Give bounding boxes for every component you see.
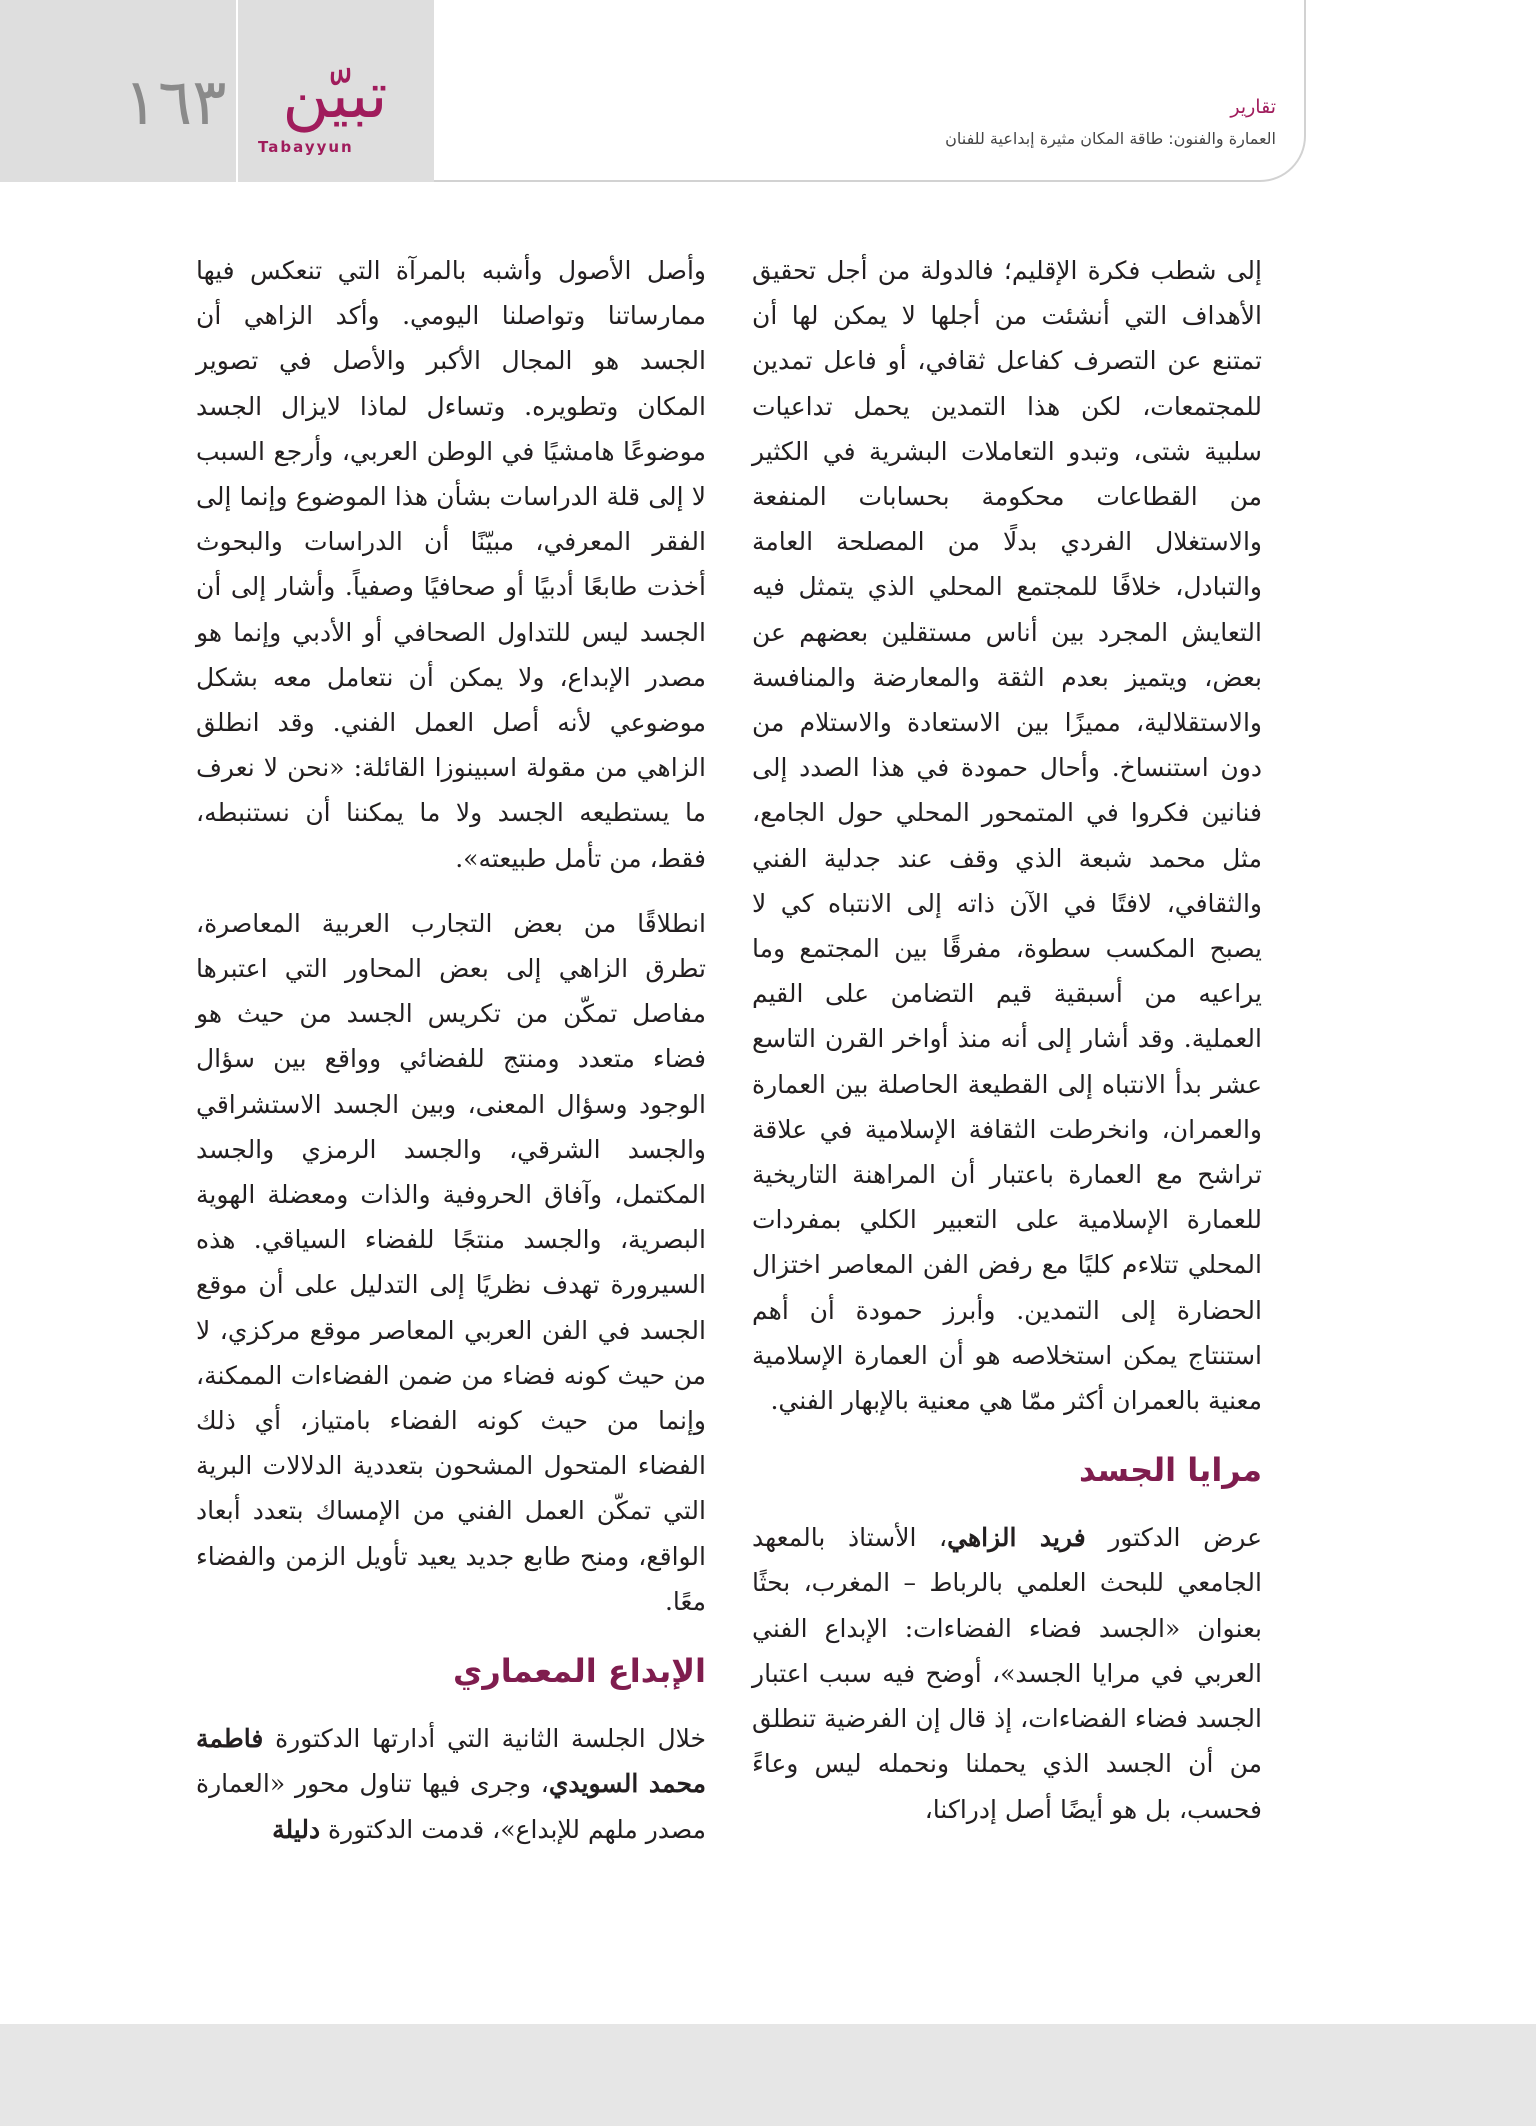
logo-script: تبيّن xyxy=(282,59,388,133)
paragraph: انطلاقًا من بعض التجارب العربية المعاصرة، تطرق الزاهي إلى بعض المحاور التي اعتبرها مفاصل تمكّن من تكريس الجسد من حيث هو فضاء متعدد ومنتج للفضائي وواقع بين سؤال الوجود وسؤال المعنى، وبين الجسد الاستشراقي والجسد الشرقي، والجسد الرمزي والجسد المكتمل، وآفاق الحروفية والذات ومعضلة الهوية البصرية، والجسد منتجًا للفضاء السياقي. هذه السيرورة تهدف نظريًا إلى التدليل على أن موقع الجسد في الفن العربي المعاصر موقع مركزي، لا من حيث كونه فضاء من ضمن الفضاءات الممكنة، وإنما من حيث كونه الفضاء بامتياز، أي ذلك الفضاء المتحول المشحون بتعددية الدلالات البرية التي تمكّن العمل الفني من الإمساك بتعدد أبعاد الواقع، ومنح طابع جديد يعيد تأويل الزمن والفضاء معًا. xyxy=(196,908,706,1616)
text-column-right xyxy=(752,248,1262,1832)
paragraph: إلى شطب فكرة الإقليم؛ فالدولة من أجل تحقيق الأهداف التي أنشئت من أجلها لا يمكن لها أن تمتنع عن التصرف كفاعل ثقافي، أو فاعل تمدين للمجتمعات، لكن هذا التمدين يحمل تداعيات سلبية شتى، وتبدو التعاملات البشرية في الكثير من القطاعات محكومة بحسابات المنفعة والاستغلال الفردي بدلًا من المصلحة العامة والتبادل، خلافًا للمجتمع المحلي الذي يتمثل فيه التعايش المجرد بين أناس مستقلين بعضهم عن بعض، ويتميز بعدم الثقة والمعارضة والمنافسة والاستقلالية، مميزًا بين الاستعادة والاستلام من دون استنساخ. وأحال حمودة في هذا الصدد إلى فنانين فكروا في المتمحور المحلي حول الجامع، مثل محمد شبعة الذي وقف عند جدلية الفني والثقافي، لافتًا في الآن ذاته إلى الانتباه كي لا يصبح المكسب سطوة، مفرقًا بين المجتمع وما يراعيه من أسبقية قيم التضامن على القيم العملية. وقد أشار إلى أنه منذ أواخر القرن التاسع عشر بدأ الانتباه إلى القطيعة الحاصلة بين العمارة والعمران، وانخرطت الثقافة الإسلامية في علاقة تراشح مع العمارة باعتبار أن المراهنة التاريخية للعمارة الإسلامية على التعبير الكلي بمفردات المحلي تتلاءم كليًا مع رفض الفن المعاصر اختزال الحضارة إلى التمدين. وأبرز حمودة أن أهم استنتاج يمكن استخلاصه هو أن العمارة الإسلامية معنية بالعمران أكثر ممّا هي معنية بالإبهار الفني. xyxy=(752,256,1262,1416)
running-header xyxy=(434,0,1306,182)
paragraph xyxy=(196,1716,706,1852)
section-label: تقارير xyxy=(1230,96,1276,118)
text-run: ، وجرى فيها تناول محور «العمارة مصدر ملهم للإبداع»، قدمت الدكتورة xyxy=(196,1769,706,1844)
text-column-left xyxy=(196,248,706,1852)
text-run: خلال الجلسة الثانية التي أدارتها الدكتورة xyxy=(263,1724,706,1754)
logo-latin: Tabayyun xyxy=(258,138,354,156)
text-run: عرض الدكتور xyxy=(1085,1523,1263,1553)
person-name: دليلة xyxy=(272,1814,321,1844)
paragraph: وأصل الأصول وأشبه بالمرآة التي تنعكس فيها ممارساتنا وتواصلنا اليومي. وأكد الزاهي أن الجسد هو المجال الأكبر والأصل في تصوير المكان وتطويره. وتساءل لماذا لايزال الجسد موضوعًا هامشيًا في الوطن العربي، وأرجع السبب لا إلى قلة الدراسات بشأن هذا الموضوع وإنما إلى الفقر المعرفي، مبيّنًا أن الدراسات والبحوث أخذت طابعًا أدبيًا أو صحافيًا وصفياً. وأشار إلى أن الجسد ليس للتداول الصحافي أو الأدبي وإنما هو مصدر الإبداع، ولا يمكن أن نتعامل معه بشكل موضوعي لأنه أصل العمل الفني. وقد انطلق الزاهي من مقولة اسبينوزا القائلة: «نحن لا نعرف ما يستطيعه الجسد ولا ما يمكننا أن نستنبطه، فقط، من تأمل طبيعته». xyxy=(196,256,706,873)
tabayyun-logo xyxy=(250,56,410,166)
section-heading-architectural-creativity: الإبداع المعماري xyxy=(453,1652,706,1691)
paragraph xyxy=(752,1515,1262,1831)
section-heading-body-mirrors: مرايا الجسد xyxy=(1079,1451,1262,1490)
footer-band xyxy=(0,2024,1536,2126)
text-run: ، الأستاذ بالمعهد الجامعي للبحث العلمي بالرباط – المغرب، بحثًا بعنوان «الجسد فضاء الفضاءات: الإبداع الفني العربي في مرايا الجسد»، أوضح فيه سبب اعتبار الجسد فضاء الفضاءات، إذ قال إن الفرضية تنطلق من أن الجسد الذي يحملنا ونحمله ليس وعاءً فحسب، بل هو أيضًا أصل إدراكنا، xyxy=(752,1523,1262,1824)
header-divider xyxy=(236,0,238,182)
person-name: فاطمة محمد السويدي xyxy=(196,1724,706,1799)
page-number: ١٦٣ xyxy=(123,66,227,140)
person-name: فريد الزاهي xyxy=(947,1523,1086,1553)
article-title: العمارة والفنون: طاقة المكان مثيرة إبداعية للفنان xyxy=(945,129,1276,148)
header-brand-panel xyxy=(0,0,434,182)
